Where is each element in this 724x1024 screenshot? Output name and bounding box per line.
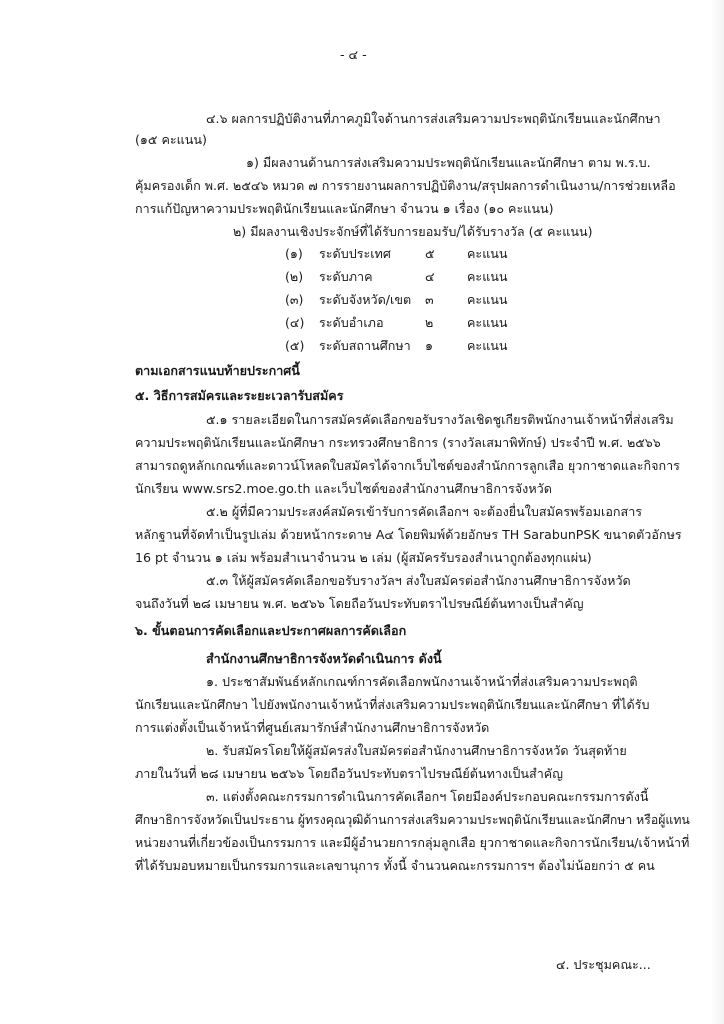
s5-p2-line-2: หลักฐานที่จัดทำเป็นรูปเล่ม ด้วยหน้ากระดาษ A๔ โดยพิมพ์ด้วยอักษร TH SarabunPSK ขนาดตัวอักษร [135,527,682,542]
award-level-no: (๓) [285,292,304,307]
s5-p2-line-3: 16 pt จำนวน ๑ เล่ม พร้อมสำเนาจำนวน ๒ เล่ม (ผู้สมัครรับรองสำเนาถูกต้องทุกแผ่น) [135,550,592,565]
s6-p1-line-2: นักเรียนและนักศึกษา ไปยังพนักงานเจ้าหน้าที่ส่งเสริมความประพฤตินักเรียนและนักศึกษา ที่ได้รับ [135,697,650,712]
item-4-6-score: (๑๕ คะแนน) [135,132,207,147]
award-level-unit: คะแนน [467,246,508,261]
award-level-unit: คะแนน [467,315,508,330]
s6-p3-line-4: ที่ได้รับมอบหมายเป็นกรรมการและเลขานุการ ทั้งนี้ จำนวนคณะกรรมการฯ ต้องไม่น้อยกว่า ๕ คน [135,858,655,873]
award-level-no: (๕) [285,338,305,353]
award-level-no: (๒) [285,269,304,284]
s5-p1-line-3: สามารถดูหลักเกณฑ์และดาวน์โหลดใบสมัครได้จากเว็บไซต์ของสำนักการลูกเสือ ยุวกาชาดและกิจการ [135,458,680,473]
s5-p1-line-1: ๕.๑ รายละเอียดในการสมัครคัดเลือกขอรับรางวัลเชิดชูเกียรติพนักงานเจ้าหน้าที่ส่งเสริม [206,412,674,427]
award-level-unit: คะแนน [467,292,508,307]
s6-p3-line-1: ๓. แต่งตั้งคณะกรรมการดำเนินการคัดเลือกฯ โดยมีองค์ประกอบคณะกรรมการดังนี้ [206,789,649,804]
s6-p1-line-3: การแต่งตั้งเป็นเจ้าหน้าที่ศูนย์เสมารักษ์สำนักงานศึกษาธิการจังหวัด [135,720,490,735]
scan-edge-shadow [710,0,724,1024]
award-level-unit: คะแนน [467,338,508,353]
s6-p3-line-2: ศึกษาธิการจังหวัดเป็นประธาน ผู้ทรงคุณวุฒิด้านการส่งเสริมความประพฤตินักเรียนและนักศึกษา หรือผู้แทน [135,812,690,827]
s5-p3-line-1: ๕.๓ ให้ผู้สมัครคัดเลือกขอรับรางวัลฯ ส่งใบสมัครต่อสำนักงานศึกษาธิการจังหวัด [206,573,631,588]
award-level-name: ระดับสถานศึกษา [319,338,411,353]
criterion-1-line-3: การแก้ปัญหาความประพฤตินักเรียนและนักศึกษา จำนวน ๑ เรื่อง (๑๐ คะแนน) [135,201,554,216]
section-5-heading: ๕. วิธีการสมัครและระยะเวลารับสมัคร [135,388,344,403]
s5-p2-line-1: ๕.๒ ผู้ที่มีความประสงค์สมัครเข้ารับการคัดเลือกฯ จะต้องยื่นใบสมัครพร้อมเอกสาร [206,504,643,519]
s6-p1-line-1: ๑. ประชาสัมพันธ์หลักเกณฑ์การคัดเลือกพนักงานเจ้าหน้าที่ส่งเสริมความประพฤติ [206,674,638,689]
criterion-2-line-1: ๒) มีผลงานเชิงประจักษ์ที่ได้รับการยอมรับ/ได้รับรางวัล (๕ คะแนน) [233,224,593,239]
section-6-heading: ๖. ขั้นตอนการคัดเลือกและประกาศผลการคัดเลือก [135,623,407,638]
award-level-score: ๔ [425,269,435,284]
section-6-subheading: สำนักงานศึกษาธิการจังหวัดดำเนินการ ดังนี้ [206,651,442,666]
award-level-no: (๔) [285,315,305,330]
s5-p3-line-2: จนถึงวันที่ ๒๘ เมษายน พ.ศ. ๒๕๖๖ โดยถือวันประทับตราไปรษณีย์ต้นทางเป็นสำคัญ [135,596,584,611]
award-level-unit: คะแนน [467,269,508,284]
award-level-name: ระดับจังหวัด/เขต [319,292,412,307]
item-4-6-title: ๔.๖ ผลการปฏิบัติงานที่ภาคภูมิใจด้านการส่งเสริมความประพฤตินักเรียนและนักศึกษา [206,111,661,126]
page-number: - ๔ - [340,47,367,62]
s6-p2-line-2: ภายในวันที่ ๒๘ เมษายน ๒๕๖๖ โดยถือวันประทับตราไปรษณีย์ต้นทางเป็นสำคัญ [135,766,563,781]
s5-p1-line-2: ความประพฤตินักเรียนและนักศึกษา กระทรวงศึกษาธิการ (รางวัลเสมาพิทักษ์) ประจำปี พ.ศ. ๒๕๖๖ [135,435,661,450]
award-level-name: ระดับอำเภอ [319,315,384,330]
continuation-footer: ๔. ประชุมคณะ... [556,957,651,972]
award-level-score: ๕ [425,246,435,261]
award-level-score: ๓ [425,292,434,307]
criterion-1-line-1: ๑) มีผลงานด้านการส่งเสริมความประพฤตินักเรียนและนักศึกษา ตาม พ.ร.บ. [246,155,651,170]
s6-p3-line-3: หน่วยงานที่เกี่ยวข้องเป็นกรรมการ และมีผู้อำนวยการกลุ่มลูกเสือ ยุวกาชาดและกิจการนักเรียน/เจ้าหน้าที่ [135,835,690,850]
award-level-score: ๒ [425,315,434,330]
s6-p2-line-1: ๒. รับสมัครโดยให้ผู้สมัครส่งใบสมัครต่อสำนักงานศึกษาธิการจังหวัด วันสุดท้าย [206,743,627,758]
award-level-name: ระดับภาค [319,269,373,284]
s5-p1-line-4: นักเรียน www.srs2.moe.go.th และเว็บไซต์ของสำนักงานศึกษาธิการจังหวัด [135,481,552,496]
criterion-1-line-2: คุ้มครองเด็ก พ.ศ. ๒๕๔๖ หมวด ๗ การรายงานผลการปฏิบัติงาน/สรุปผลการดำเนินงาน/การช่วยเหลือ [135,178,676,193]
attachment-note: ตามเอกสารแนบท้ายประกาศนี้ [135,363,300,378]
award-level-no: (๑) [285,246,303,261]
award-level-name: ระดับประเทศ [319,246,391,261]
award-level-score: ๑ [425,338,433,353]
